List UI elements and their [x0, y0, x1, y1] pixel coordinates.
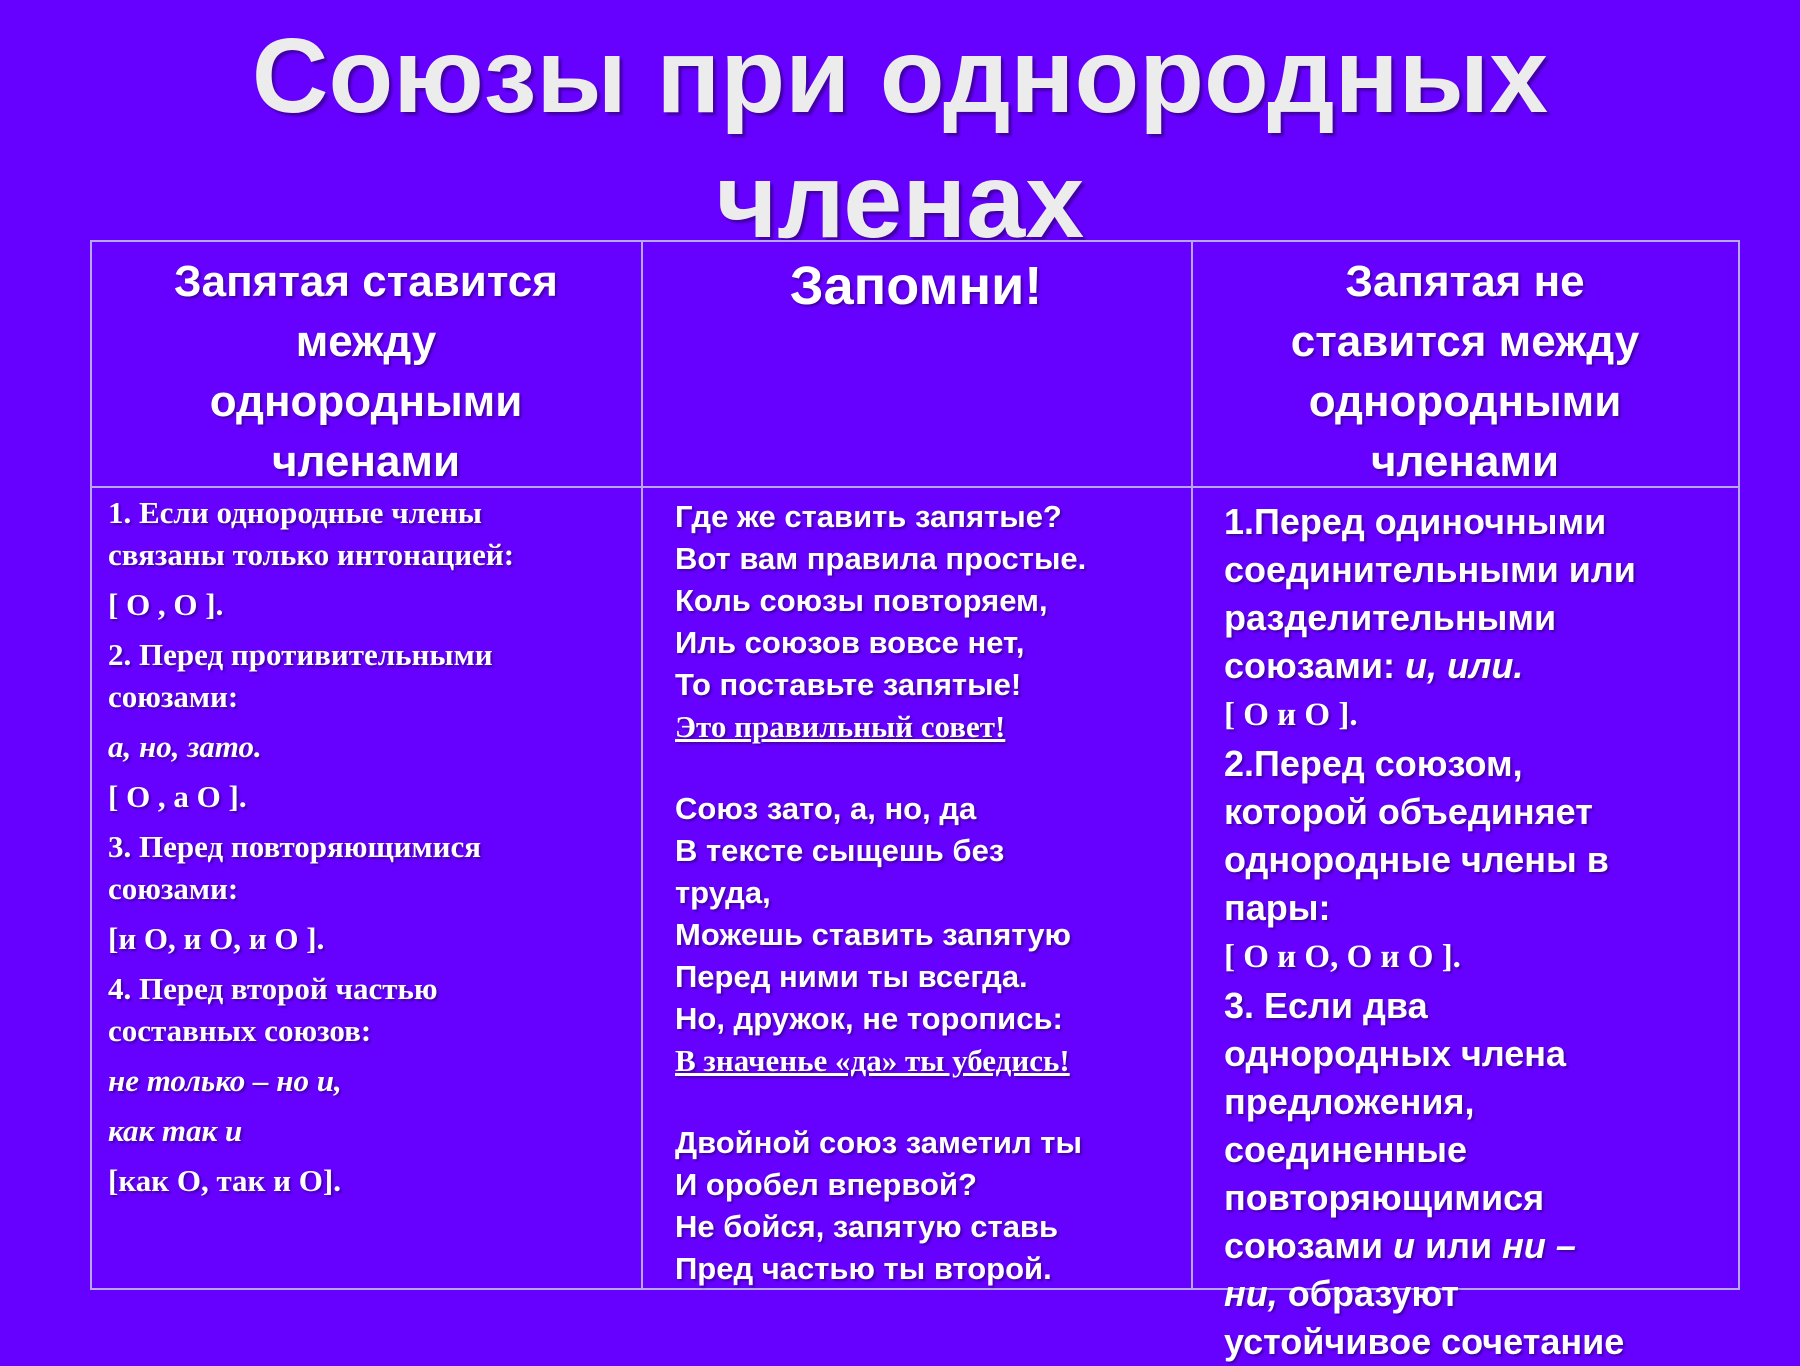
right-column-rules [1224, 498, 1744, 1366]
left-column-rules [108, 492, 628, 1202]
rule-3-line: союзами и или ни – [1224, 1225, 1576, 1266]
rule-1-line: соединительными или [1224, 549, 1636, 590]
rule-1-formula: [ О , О ]. [108, 587, 224, 622]
poem-line: Пред частью ты второй. [675, 1251, 1052, 1286]
poem-line: Вот вам правила простые. [675, 541, 1087, 576]
poem-line: Коль союзы повторяем, [675, 583, 1048, 618]
rule-1-line: связаны только интонацией: [108, 537, 515, 572]
header-remember: Запомни! [789, 256, 1043, 316]
title-line-2: членах [715, 142, 1085, 260]
poem-line: Где же ставить запятые? [675, 499, 1062, 534]
rule-3-line: 3. Перед повторяющимися [108, 829, 482, 864]
rule-1-line: 1. Если однородные члены [108, 495, 482, 530]
rule-2-line: 2. Перед противительными [108, 637, 493, 672]
rule-3-line: ни, образуют [1224, 1273, 1459, 1314]
stanza-gap [675, 1082, 1135, 1122]
header-comma-not-placed: Запятая не ставится между однородными членами [1290, 257, 1640, 486]
rule-2-line: 2.Перед союзом, [1224, 743, 1523, 784]
poem-line: Не бойся, запятую ставь [675, 1209, 1059, 1244]
rule-2-line: которой объединяет [1224, 791, 1593, 832]
poem-line: Союз зато, а, но, да [675, 791, 977, 826]
rule-1-formula: [ О и О ]. [1224, 697, 1358, 733]
rule-2-formula: [ О , а О ]. [108, 779, 247, 814]
header-comma-placed: Запятая ставится между однородными членами [174, 257, 558, 486]
poem-line: То поставьте запятые! [675, 667, 1022, 702]
rule-3-line: соединенные [1224, 1129, 1468, 1170]
poem-line: И оробел впервой? [675, 1167, 977, 1202]
rule-3-line: 3. Если два [1224, 985, 1428, 1026]
middle-column-poem [675, 496, 1135, 1290]
poem-line: В тексте сыщешь без [675, 833, 1005, 868]
poem-line: Перед ними ты всегда. [675, 959, 1028, 994]
title-line-1: Союзы при однородных [251, 17, 1549, 135]
rule-4-conjunctions: не только – но и, [108, 1063, 342, 1098]
poem-line-underlined: В значенье «да» ты убедись! [675, 1043, 1070, 1078]
rule-3-line: устойчивое сочетание [1224, 1321, 1625, 1362]
page-title [0, 14, 1800, 264]
poem-line: Двойной союз заметил ты [675, 1125, 1082, 1160]
rule-1-line: 1.Перед одиночными [1224, 501, 1607, 542]
stanza-gap [675, 748, 1135, 788]
column-divider [641, 242, 643, 1288]
rule-1-line: союзами: и, или. [1224, 645, 1524, 686]
poem-line: труда, [675, 875, 771, 910]
rule-3-line: предложения, [1224, 1081, 1475, 1122]
poem-line: Иль союзов вовсе нет, [675, 625, 1025, 660]
rule-3-line: союзами: [108, 871, 239, 906]
poem-line: Но, дружок, не торопись: [675, 1001, 1063, 1036]
rule-4-formula: [как О, так и О]. [108, 1163, 341, 1198]
rule-4-conjunctions: как так и [108, 1113, 243, 1148]
rule-2-line: однородные члены в [1224, 839, 1609, 880]
rule-2-line: союзами: [108, 679, 239, 714]
poem-line-underlined: Это правильный совет! [675, 709, 1006, 744]
rule-4-line: 4. Перед второй частью [108, 971, 438, 1006]
rule-3-line: однородных члена [1224, 1033, 1567, 1074]
rule-2-formula: [ О и О, О и О ]. [1224, 939, 1461, 975]
rule-2-conjunctions: а, но, зато. [108, 729, 262, 764]
rule-1-line: разделительными [1224, 597, 1557, 638]
rule-3-formula: [и О, и О, и О ]. [108, 921, 325, 956]
poem-line: Можешь ставить запятую [675, 917, 1072, 952]
rule-3-line: повторяющимися [1224, 1177, 1545, 1218]
rule-2-line: пары: [1224, 887, 1331, 928]
rule-4-line: составных союзов: [108, 1013, 372, 1048]
